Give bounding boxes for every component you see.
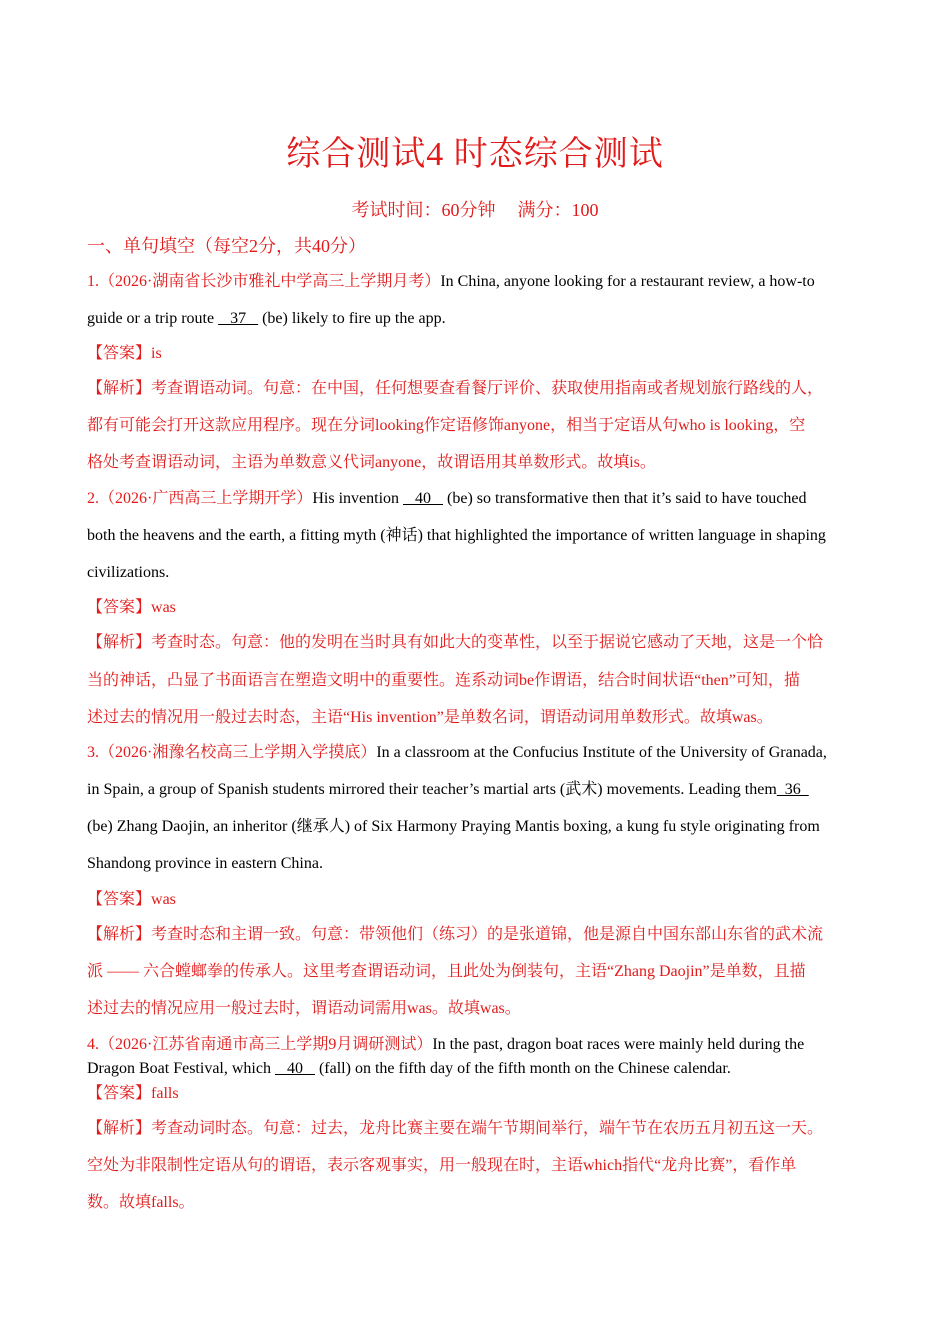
question-3-text: in Spain, a group of Spanish students mirrored their teacher’s martial arts (武术) movements. Leading them bbox=[87, 781, 777, 798]
question-1-answer bbox=[87, 343, 162, 365]
answer-value: is bbox=[151, 345, 162, 362]
question-2-answer bbox=[87, 597, 176, 619]
full-score: 满分：100 bbox=[517, 200, 599, 220]
question-2-explain-2: 当的神话，凸显了书面语言在塑造文明中的重要性。连系动词be作谓语，结合时间状语“then”可知，描 bbox=[87, 672, 800, 689]
answer-label: 【答案】 bbox=[87, 1085, 152, 1102]
question-2-explain-3: 述过去的情况用一般过去时态，主语“His invention”是单数名词，谓语动词用单数形式。故填was。 bbox=[87, 709, 773, 726]
question-3-explain-1 bbox=[87, 924, 823, 946]
question-4-text: (fall) on the fifth day of the fifth month on the Chinese calendar. bbox=[314, 1060, 731, 1077]
question-4-explain-2: 空处为非限制性定语从句的谓语，表示客观事实，用一般现在时，主语which指代“龙舟比赛”，看作单 bbox=[87, 1157, 797, 1174]
explain-label: 【解析】 bbox=[87, 1120, 152, 1137]
question-4-explain-3: 数。故填falls。 bbox=[87, 1194, 195, 1211]
question-4-answer bbox=[87, 1083, 179, 1105]
answer-blank: 37 bbox=[218, 310, 259, 327]
question-4-text: In the past, dragon boat races were mainly held during the bbox=[432, 1036, 805, 1053]
answer-value: falls bbox=[151, 1085, 179, 1102]
question-3-answer bbox=[87, 889, 176, 911]
question-4-line-1 bbox=[87, 1034, 804, 1056]
question-2-text: (be) so transformative then that it’s said to have touched bbox=[443, 490, 807, 507]
exam-time: 考试时间：60分钟 bbox=[351, 200, 496, 220]
question-2-line-2: both the heavens and the earth, a fitting myth (神话) that highlighted the importance of written language in shaping bbox=[87, 527, 826, 544]
question-1-explain-1 bbox=[87, 378, 823, 400]
question-3-explain-3: 述过去的情况应用一般过去时，谓语动词需用was。故填was。 bbox=[87, 1000, 521, 1017]
answer-blank: 36 bbox=[776, 781, 809, 798]
explain-text: 考查时态和主谓一致。句意：带领他们（练习）的是张道锦，他是源自中国东部山东省的武术流 bbox=[151, 926, 824, 943]
answer-blank: 40 bbox=[403, 490, 444, 507]
question-3-line-2 bbox=[87, 779, 809, 801]
question-4-source: 4.（2026·江苏省南通市高三上学期9月调研测试） bbox=[87, 1036, 433, 1053]
answer-label: 【答案】 bbox=[87, 599, 152, 616]
explain-label: 【解析】 bbox=[87, 634, 152, 651]
question-2-text: His invention bbox=[312, 490, 400, 507]
answer-value: was bbox=[151, 891, 176, 908]
question-2-line-1 bbox=[87, 488, 806, 510]
answer-value: was bbox=[151, 599, 176, 616]
question-3-source: 3.（2026·湘豫名校高三上学期入学摸底） bbox=[87, 744, 377, 761]
explain-label: 【解析】 bbox=[87, 380, 152, 397]
question-1-source: 1.（2026·湖南省长沙市雅礼中学高三上学期月考） bbox=[87, 273, 441, 290]
question-1-explain-3: 格处考查谓语动词，主语为单数意义代词anyone，故谓语用其单数形式。故填is。 bbox=[87, 454, 656, 471]
question-3-explain-2: 派 —— 六合螳螂拳的传承人。这里考查谓语动词，且此处为倒装句，主语“Zhang Daojin”是单数，且描 bbox=[87, 963, 806, 980]
question-1-line-1 bbox=[87, 271, 815, 293]
question-1-text: guide or a trip route bbox=[87, 310, 215, 327]
page-title: 综合测试4 时态综合测试 bbox=[286, 136, 664, 173]
question-3-line-4: Shandong province in eastern China. bbox=[87, 855, 323, 872]
section-heading: 一、单句填空（每空2分，共40分） bbox=[87, 236, 366, 256]
exam-info bbox=[0, 196, 950, 222]
question-2-line-3: civilizations. bbox=[87, 564, 170, 581]
explain-text: 考查时态。句意：他的发明在当时具有如此大的变革性，以至于据说它感动了天地，这是一个恰 bbox=[151, 634, 824, 651]
explain-label: 【解析】 bbox=[87, 926, 152, 943]
question-2-explain-1 bbox=[87, 632, 823, 654]
question-1-explain-2: 都有可能会打开这款应用程序。现在分词looking作定语修饰anyone，相当于定语从句who is looking，空 bbox=[87, 417, 806, 434]
question-1-text: (be) likely to fire up the app. bbox=[258, 310, 446, 327]
question-2-source: 2.（2026·广西高三上学期开学） bbox=[87, 490, 313, 507]
question-1-text: In China, anyone looking for a restaurant review, a how-to bbox=[440, 273, 815, 290]
question-3-line-3: (be) Zhang Daojin, an inheritor (继承人) of Six Harmony Praying Mantis boxing, a kung fu style originating from bbox=[87, 818, 820, 835]
explain-text: 考查动词时态。句意：过去，龙舟比赛主要在端午节期间举行，端午节在农历五月初五这一天。 bbox=[151, 1120, 824, 1137]
question-4-text: Dragon Boat Festival, which bbox=[87, 1060, 271, 1077]
answer-label: 【答案】 bbox=[87, 891, 152, 908]
answer-blank: 40 bbox=[274, 1060, 315, 1077]
question-3-line-1 bbox=[87, 742, 827, 764]
explain-text: 考查谓语动词。句意：在中国，任何想要查看餐厅评价、获取使用指南或者规划旅行路线的人， bbox=[151, 380, 824, 397]
question-4-line-2 bbox=[87, 1058, 731, 1080]
answer-label: 【答案】 bbox=[87, 345, 152, 362]
question-3-text: In a classroom at the Confucius Institute of the University of Granada, bbox=[376, 744, 827, 761]
question-1-line-2 bbox=[87, 308, 446, 330]
question-4-explain-1 bbox=[87, 1118, 823, 1140]
